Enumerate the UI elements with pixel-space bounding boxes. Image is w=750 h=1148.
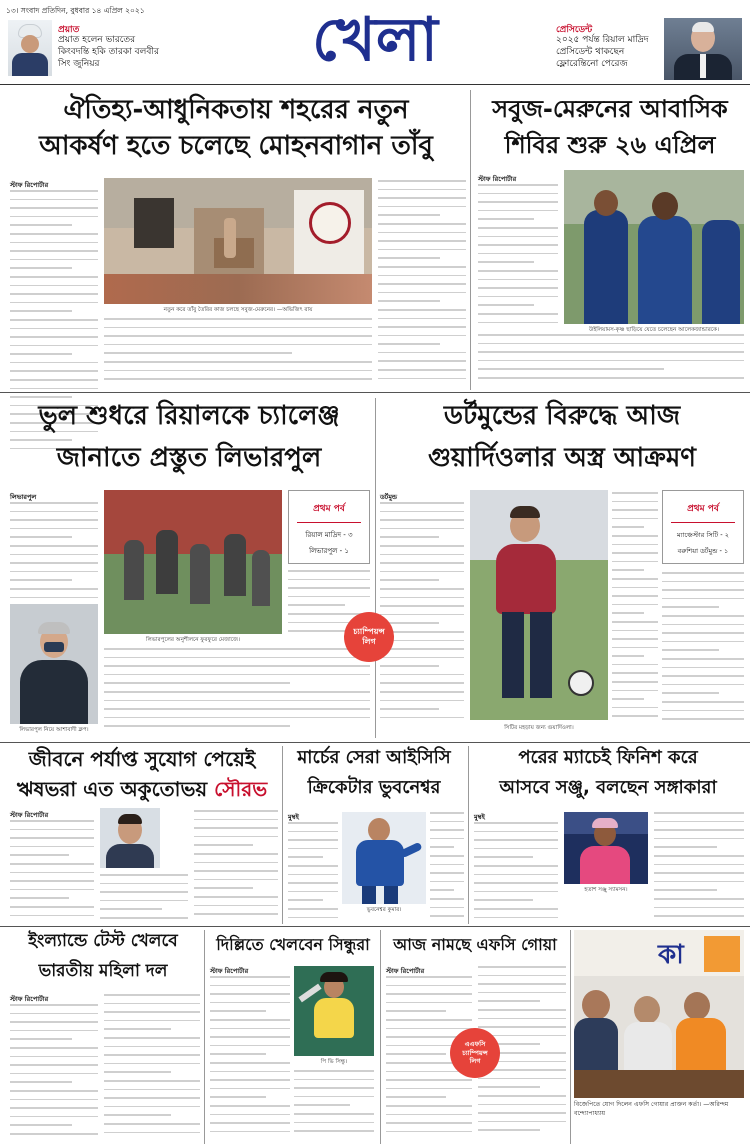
first-leg-score2: লিভারপুল - ১ <box>309 547 349 555</box>
headline-line1: জীবনে পর্যাপ্ত সুযোগ পেয়েই <box>28 747 256 771</box>
article-body <box>10 502 98 598</box>
headline-line2: জানাতে প্রস্তুত লিভারপুল <box>56 443 322 473</box>
sanju-photo <box>564 812 648 884</box>
article-lead: স্টাফ রিপোর্টার <box>478 175 517 183</box>
first-leg-box <box>662 490 744 564</box>
liverpool-photo <box>104 490 282 634</box>
page-info: ১৩। সংবাদ প্রতিদিন, বুধবার ১৪ এপ্রিল ২০২১ <box>6 6 145 15</box>
photo-caption: লিভারপুলের অনুশীলনে ফুরফুরে মেজাজে। <box>146 637 240 643</box>
headline-line2: আসবে সঞ্জু, বলছেন সঙ্গাকারা <box>499 777 717 798</box>
article-body-3 <box>662 572 744 728</box>
headline-name: সৌরভ <box>214 777 268 801</box>
article-body-2 <box>294 1070 374 1142</box>
klopp-photo <box>10 604 98 724</box>
right-teaser-heading: প্রেসিডেন্ট <box>556 25 593 35</box>
article-body-2 <box>100 874 188 920</box>
first-leg-score2: বরুশিয়া ডর্টমুন্ড - ১ <box>677 547 729 555</box>
headline-line2 <box>8 778 276 801</box>
article-lead: স্টাফ রিপোর্টার <box>210 967 249 975</box>
left-teaser-photo <box>8 20 52 76</box>
headline-line2-text: ঋষভরা এত অকুতোভয় <box>16 777 208 801</box>
first-leg-title: প্রথম পর্ব <box>313 504 345 514</box>
guardiola-photo <box>470 490 608 720</box>
article-body-2 <box>478 334 744 388</box>
photo-caption: ভুবনেশ্বর কুমার। <box>366 907 402 913</box>
article-body <box>210 976 290 1142</box>
photo-caption: সিটির মহড়ায় জন্য গুয়ার্দিওলা। <box>504 725 574 731</box>
camp-photo <box>564 170 744 324</box>
headline-line1: সবুজ-মেরুনের আবাসিক <box>492 95 728 123</box>
first-leg-title: প্রথম পর্ব <box>687 504 719 514</box>
article-lead: লিভারপুল <box>10 493 37 501</box>
photo-caption: বিজেপিতে যোগ দিলেন এফসি গোয়ার প্রাক্তন কর্তা। —অরিন্দম বন্দ্যোপাধ্যায় <box>574 1101 729 1117</box>
headline-line1: মার্চের সেরা আইসিসি <box>297 747 451 768</box>
article-body-2 <box>612 492 658 728</box>
sourav-photo <box>100 808 160 868</box>
right-teaser-photo <box>664 18 742 80</box>
photo-caption: হতাশ সঞ্জু স্যামসন। <box>584 887 628 893</box>
headline-line1: ডর্টমুন্ডের বিরুদ্ধে আজ <box>443 401 681 431</box>
headline-line1: ভুল শুধরে রিয়ালকে চ্যালেঞ্জ <box>38 401 340 431</box>
headline-line2: আকর্ষণ হতে চলেছে মোহনবাগান তাঁবু <box>39 131 433 161</box>
photo-caption-2: লিভারপুল নিয়ে আশাবাদী ক্লপ। <box>19 727 89 733</box>
article-lead: স্টাফ রিপোর্টার <box>10 995 49 1003</box>
article-lead: মুম্বই <box>474 813 485 821</box>
headline-line2: গুয়ার্দিওলার অস্ত্র আক্রমণ <box>427 443 697 473</box>
headline: আজ নামছে এফসি গোয়া <box>393 935 557 954</box>
article-lead: মুম্বই <box>288 813 299 821</box>
left-teaser-heading: প্রয়াত <box>58 25 80 35</box>
right-teaser-text: ২০২৫ পর্যন্ত রিয়াল মাদ্রিদ প্রেসিডেন্ট থাকছেন ফ্লোরেন্তিনো পেরেজ <box>556 35 649 69</box>
article-body-3 <box>104 648 370 732</box>
headline-line1: পরের ম্যাচেই ফিনিশ করে <box>518 747 698 768</box>
headline-line2: শিবির শুরু ২৬ এপ্রিল <box>504 131 716 159</box>
left-teaser-text: প্রয়াত হলেন ভারতের কিংবদন্তি হকি তারকা বলবীর সিং জুনিয়র <box>58 35 159 69</box>
headline-line1: ইংল্যান্ডে টেস্ট খেলবে <box>28 931 178 951</box>
photo-caption: নতুন করে তাঁবু তৈরির কাজ চলছে সবুজ-মেরুনের। —অভিজিৎ রায় <box>163 307 313 313</box>
article-body <box>10 820 94 920</box>
first-leg-score1: ম্যাঞ্চেস্টার সিটি - ২ <box>676 531 730 539</box>
photo-caption: পি ভি সিন্ধু। <box>320 1059 348 1065</box>
article-body-3 <box>378 180 466 386</box>
press-photo <box>574 930 744 1098</box>
bhuvneshwar-photo <box>342 812 426 904</box>
headline-line1: ঐতিহ্য-আধুনিকতায় শহরের নতুন <box>63 95 409 125</box>
article-body-2 <box>430 812 464 920</box>
photo-caption: উইলিয়ামস-কৃষ্ণ ছাড়িয়ে যেতে চলেছেন আলেকজান্ডারকে। <box>589 327 719 333</box>
first-leg-score1: রিয়াল মাদ্রিদ - ৩ <box>305 531 353 539</box>
article-lead: ডর্টমুন্ড <box>380 493 398 501</box>
headline-line2: ভারতীয় মহিলা দল <box>38 961 168 981</box>
article-body <box>380 502 464 728</box>
article-body <box>474 822 558 920</box>
champions-league-badge: চ্যাম্পিয়ন্স লিগ <box>344 612 394 662</box>
headline: দিল্লিতে খেলবেন সিন্ধুরা <box>216 935 370 954</box>
first-leg-box <box>288 490 370 564</box>
sindhu-photo <box>294 966 374 1056</box>
mohunbagan-photo <box>104 178 372 304</box>
article-body <box>478 184 558 328</box>
headline-line2: ক্রিকেটার ভুবনেশ্বর <box>307 777 441 798</box>
article-body <box>10 1004 98 1142</box>
article-lead: স্টাফ রিপোর্টার <box>10 181 49 189</box>
banner-text: কা <box>658 940 684 970</box>
article-body-2 <box>104 318 372 384</box>
afc-champions-league-badge: এএফসি চ্যাম্পিয়ন্স লিগ <box>450 1028 500 1078</box>
article-lead: স্টাফ রিপোর্টার <box>386 967 425 975</box>
article-body-2 <box>104 994 200 1142</box>
article-body-3 <box>194 810 278 920</box>
article-body <box>288 822 338 920</box>
article-body-2 <box>654 812 744 920</box>
masthead-title: খেলা <box>312 5 438 75</box>
article-lead: স্টাফ রিপোর্টার <box>10 811 49 819</box>
